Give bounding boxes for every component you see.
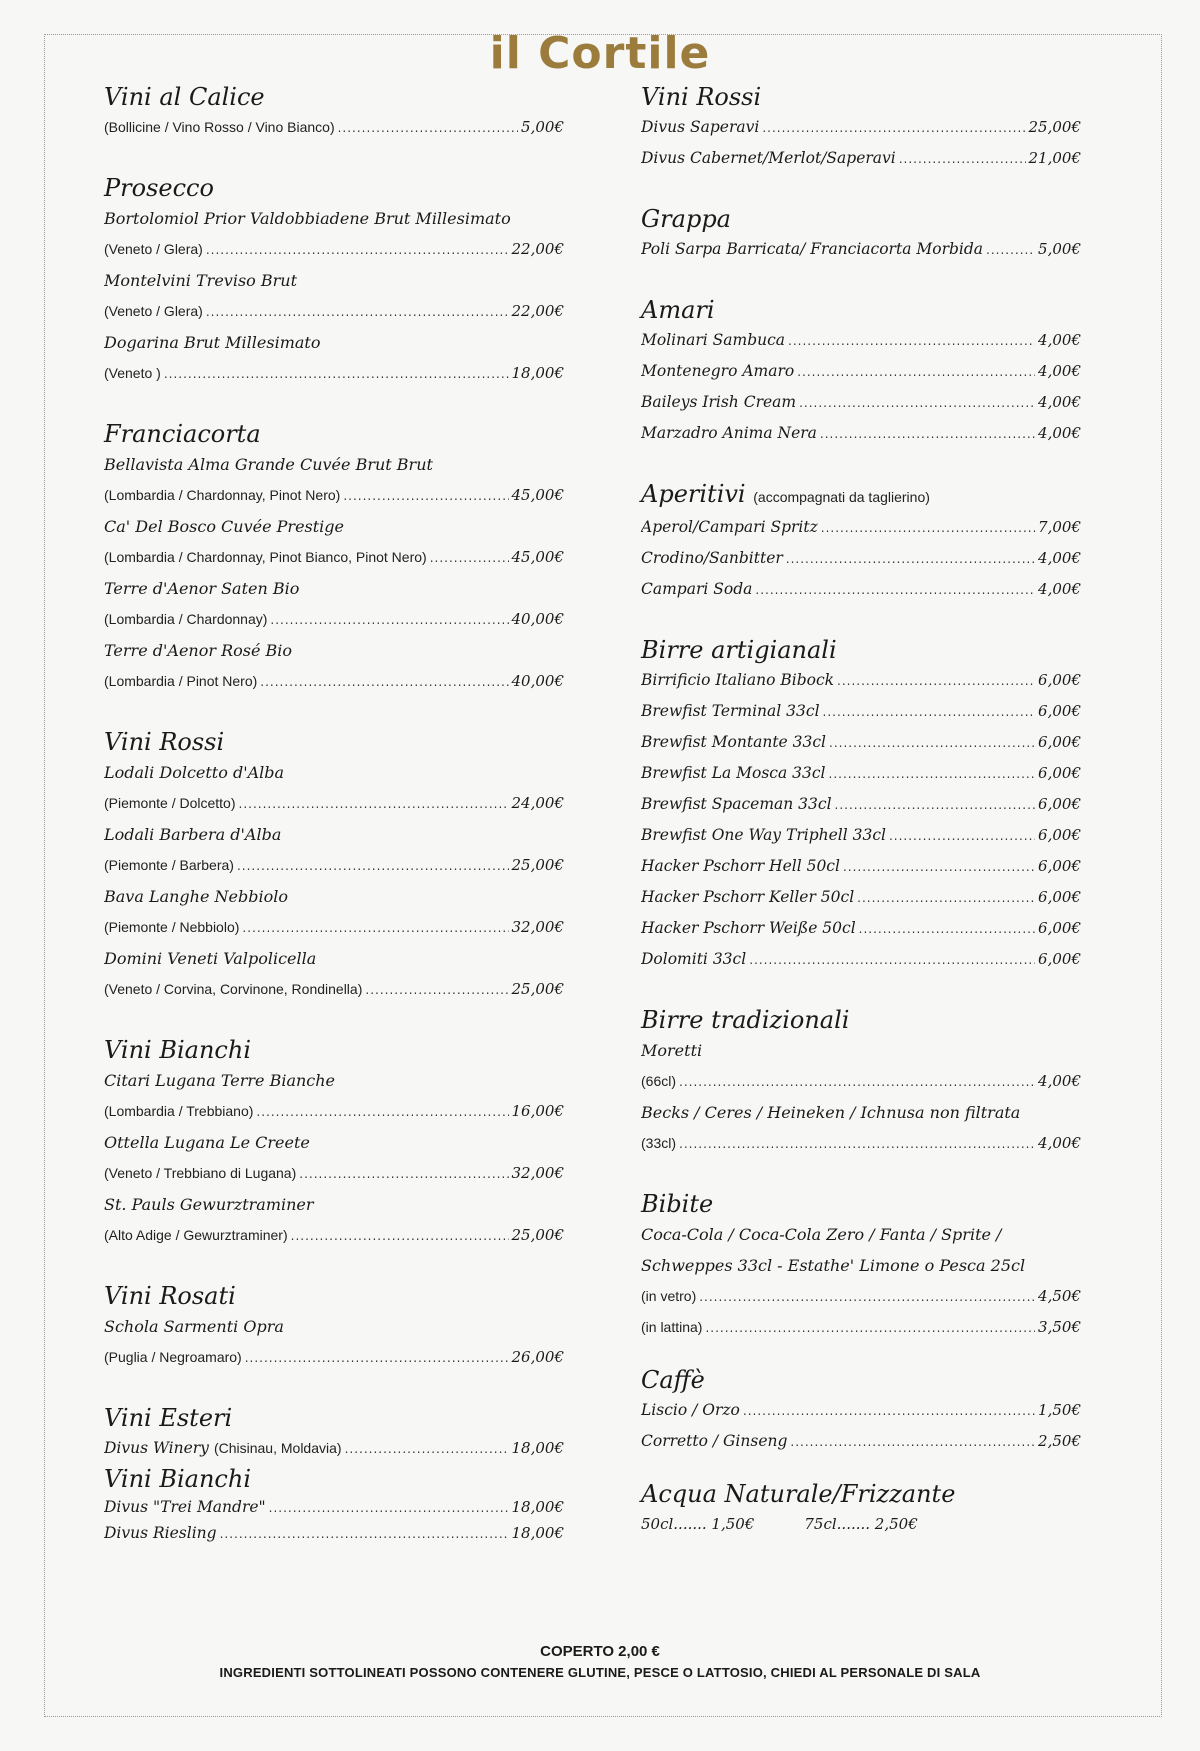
item-name: Divus Cabernet/Merlot/Saperavi: [641, 149, 896, 167]
leader-dots: [343, 481, 508, 511]
menu-row: [641, 574, 1081, 605]
item-price: 18,00€: [511, 364, 564, 382]
menu-row: [104, 788, 564, 819]
wine-origin: (Veneto / Glera): [104, 241, 203, 257]
item-price: 6,00€: [1038, 826, 1081, 844]
leader-dots: [679, 1067, 1035, 1097]
subsection-title: Vini Bianchi: [104, 1465, 251, 1493]
leader-dots: [270, 605, 508, 635]
section-birre-artigianali: [641, 635, 1081, 975]
leader-dots: [206, 235, 509, 265]
leader-dots: [755, 575, 1035, 605]
item-price: 5,00€: [521, 118, 564, 136]
section-title: Vini Rossi: [104, 728, 225, 756]
leader-dots: [242, 913, 508, 943]
menu-row: [104, 296, 564, 327]
section-birre-tradizionali: [641, 1005, 1081, 1159]
section-title: Vini Rossi: [641, 83, 762, 111]
section-title: Grappa: [641, 205, 731, 233]
leader-dots: [206, 297, 509, 327]
section-title: Acqua Naturale/Frizzante: [641, 1480, 956, 1508]
leader-dots: [269, 1495, 509, 1520]
item-name: Aperol/Campari Spritz: [641, 518, 818, 536]
wine-origin: (Puglia / Negroamaro): [104, 1349, 242, 1365]
menu-row: [641, 665, 1081, 696]
section-title: Franciacorta: [104, 420, 261, 448]
leader-dots: [986, 235, 1035, 265]
allergen-note: INGREDIENTI SOTTOLINEATI POSSONO CONTENERE GLUTINE, PESCE O LATTOSIO, CHIEDI AL PERSONALE DI SALA: [219, 1665, 981, 1680]
section-vini-al-calice: [104, 82, 564, 143]
leader-dots: [260, 667, 508, 697]
leader-dots: [762, 113, 1025, 143]
item-price: 25,00€: [1028, 118, 1081, 136]
item-price: 7,00€: [1038, 518, 1081, 536]
item-price: 24,00€: [511, 794, 564, 812]
menu-row: [641, 112, 1081, 143]
section-title: Vini Esteri: [104, 1404, 233, 1432]
item-price: 26,00€: [511, 1348, 564, 1366]
item-price: 32,00€: [511, 1164, 564, 1182]
drinks-list-line: Schweppes 33cl - Estathe' Limone o Pesca 25cl: [641, 1256, 1026, 1275]
item-name: Becks / Ceres / Heineken / Ichnusa non filtrata: [641, 1103, 1021, 1122]
item-price: 22,00€: [511, 302, 564, 320]
leader-dots: [835, 790, 1036, 820]
menu-row: [641, 543, 1081, 574]
wine-origin: (Alto Adige / Gewurztraminer): [104, 1227, 288, 1243]
leader-dots: [699, 1282, 1035, 1312]
wine-origin: (Lombardia / Chardonnay): [104, 611, 268, 627]
menu-row: [641, 418, 1081, 449]
menu-row: [641, 512, 1081, 543]
wine-origin: (Piemonte / Nebbiolo): [104, 919, 240, 935]
menu-row: [641, 325, 1081, 356]
wine-origin: (Lombardia / Pinot Nero): [104, 673, 258, 689]
section-title: Amari: [641, 296, 715, 324]
menu-row: [104, 1158, 564, 1189]
wine-origin: (Piemonte / Barbera): [104, 857, 234, 873]
menu-row: [104, 1520, 564, 1546]
wine-name: Ottella Lugana Le Creete: [104, 1133, 310, 1152]
item-name: Hacker Pschorr Hell 50cl: [641, 857, 840, 875]
item-price: 5,00€: [1038, 240, 1081, 258]
item-name: Baileys Irish Cream: [641, 393, 797, 411]
item-price: 25,00€: [511, 980, 564, 998]
item-price: 21,00€: [1028, 149, 1081, 167]
item-price: 40,00€: [511, 672, 564, 690]
section-title: Prosecco: [104, 174, 214, 202]
item-name: Montenegro Amaro: [641, 362, 795, 380]
section-grappa: [641, 204, 1081, 265]
section-acqua: [641, 1479, 1081, 1540]
wine-origin: (Veneto ): [104, 365, 161, 381]
wine-name: Divus Riesling: [104, 1524, 217, 1542]
item-price: 6,00€: [1038, 919, 1081, 937]
section-title-text: Aperitivi: [641, 480, 746, 508]
item-price: 3,50€: [1038, 1318, 1081, 1336]
wine-name: Lodali Barbera d'Alba: [104, 825, 282, 844]
section-vini-bianchi: [104, 1035, 564, 1251]
leader-dots: [820, 419, 1035, 449]
wine-origin: (Lombardia / Trebbiano): [104, 1103, 254, 1119]
item-name: Birrificio Italiano Bibock: [641, 671, 835, 689]
item-price: 25,00€: [511, 1226, 564, 1244]
leader-dots: [788, 326, 1035, 356]
leader-dots: [799, 388, 1035, 418]
item-price: 4,00€: [1038, 580, 1081, 598]
menu-row: [641, 1395, 1081, 1426]
section-title: Caffè: [641, 1366, 705, 1394]
wine-name: Montelvini Treviso Brut: [104, 271, 298, 290]
item-price: 25,00€: [511, 856, 564, 874]
section-caffe: [641, 1365, 1081, 1457]
wine-name: Divus Winery: [104, 1439, 209, 1457]
leader-dots: [239, 789, 509, 819]
section-title: [641, 479, 1081, 512]
item-price: 6,00€: [1038, 888, 1081, 906]
menu-row: [641, 758, 1081, 789]
item-name: Campari Soda: [641, 580, 753, 598]
item-name: Marzadro Anima Nera: [641, 424, 817, 442]
wine-name: Domini Veneti Valpolicella: [104, 949, 317, 968]
wine-name: Terre d'Aenor Saten Bio: [104, 579, 300, 598]
menu-row: [104, 1220, 564, 1251]
item-description: (Bollicine / Vino Rosso / Vino Bianco): [104, 119, 335, 135]
menu-row: [104, 912, 564, 943]
leader-dots: [679, 1129, 1035, 1159]
item-price: 4,00€: [1038, 1072, 1081, 1090]
section-vini-esteri: [104, 1403, 564, 1546]
leader-dots: [245, 1343, 509, 1373]
item-name: Corretto / Ginseng: [641, 1432, 788, 1450]
menu-row: [641, 356, 1081, 387]
wine-name: Bellavista Alma Grande Cuvée Brut Brut: [104, 455, 433, 474]
wine-name: Bortolomiol Prior Valdobbiadene Brut Millesimato: [104, 209, 511, 228]
item-name: Hacker Pschorr Weiße 50cl: [641, 919, 856, 937]
item-price: 6,00€: [1038, 733, 1081, 751]
menu-row: [641, 727, 1081, 758]
menu-row: [104, 1342, 564, 1373]
item-name: Moretti: [641, 1041, 703, 1060]
item-price: 6,00€: [1038, 950, 1081, 968]
menu-row: [641, 789, 1081, 820]
menu-row: [641, 1066, 1081, 1097]
section-vini-rosati: [104, 1281, 564, 1373]
menu-row: [641, 387, 1081, 418]
menu-row: [104, 234, 564, 265]
wine-name: Bava Langhe Nebbiolo: [104, 887, 288, 906]
wine-name: Schola Sarmenti Opra: [104, 1317, 284, 1336]
leader-dots: [889, 821, 1035, 851]
wine-name: Citari Lugana Terre Bianche: [104, 1071, 336, 1090]
leader-dots: [345, 1434, 509, 1464]
menu-row: [641, 882, 1081, 913]
right-column: [641, 82, 1081, 1540]
item-price: 18,00€: [511, 1439, 564, 1457]
section-title: Birre tradizionali: [641, 1006, 850, 1034]
leader-dots: [291, 1221, 509, 1251]
leader-dots: [859, 914, 1035, 944]
leader-dots: [705, 1313, 1035, 1343]
section-vini-rossi: [104, 727, 564, 1005]
drinks-list-line: Coca-Cola / Coca-Cola Zero / Fanta / Sprite /: [641, 1225, 1002, 1244]
item-price: 18,00€: [511, 1498, 564, 1516]
item-price: 6,00€: [1038, 671, 1081, 689]
leader-dots: [821, 513, 1035, 543]
section-bibite: [641, 1189, 1081, 1343]
water-options: [641, 1509, 1081, 1540]
wine-name: Terre d'Aenor Rosé Bio: [104, 641, 293, 660]
cover-charge: COPERTO 2,00 €: [540, 1643, 660, 1660]
leader-dots: [829, 728, 1035, 758]
item-price: 40,00€: [511, 610, 564, 628]
leader-dots: [837, 666, 1035, 696]
item-price: 1,50€: [1038, 1401, 1081, 1419]
item-name: Brewfist Spaceman 33cl: [641, 795, 832, 813]
item-price: 6,00€: [1038, 702, 1081, 720]
item-price: 45,00€: [511, 486, 564, 504]
section-title: Vini Bianchi: [104, 1036, 251, 1064]
item-price: 6,00€: [1038, 795, 1081, 813]
wine-name: Lodali Dolcetto d'Alba: [104, 763, 285, 782]
menu-row: [641, 944, 1081, 975]
wine-origin: (Veneto / Trebbiano di Lugana): [104, 1165, 297, 1181]
water-option-75cl: 75cl....... 2,50€: [804, 1515, 918, 1533]
menu-row: [104, 542, 564, 573]
item-name: Brewfist La Mosca 33cl: [641, 764, 826, 782]
menu-row: [104, 604, 564, 635]
item-name: Molinari Sambuca: [641, 331, 786, 349]
item-price: 6,00€: [1038, 857, 1081, 875]
leader-dots: [365, 975, 508, 1005]
section-aperitivi: [641, 479, 1081, 605]
leader-dots: [220, 1521, 509, 1546]
item-name: Divus Saperavi: [641, 118, 760, 136]
item-price: 2,50€: [1038, 1432, 1081, 1450]
item-format: (in lattina): [641, 1319, 703, 1335]
item-price: 6,00€: [1038, 764, 1081, 782]
menu-row: [641, 1128, 1081, 1159]
menu-row: [104, 358, 564, 389]
wine-origin: (Piemonte / Dolcetto): [104, 795, 236, 811]
item-price: 16,00€: [511, 1102, 564, 1120]
item-name: Brewfist Montante 33cl: [641, 733, 827, 751]
item-price: 4,00€: [1038, 549, 1081, 567]
wine-origin: (Veneto / Corvina, Corvinone, Rondinella): [104, 981, 363, 997]
item-price: 4,50€: [1038, 1287, 1081, 1305]
item-name: Hacker Pschorr Keller 50cl: [641, 888, 855, 906]
restaurant-title: il Cortile: [489, 28, 711, 79]
section-vini-rossi-esteri: [641, 82, 1081, 174]
item-name: Poli Sarpa Barricata/ Franciacorta Morbida: [641, 240, 984, 258]
menu-row: [641, 696, 1081, 727]
menu-row: [104, 666, 564, 697]
leader-dots: [430, 543, 509, 573]
leader-dots: [743, 1396, 1035, 1426]
item-size: (33cl): [641, 1135, 677, 1151]
item-name: Brewfist Terminal 33cl: [641, 702, 820, 720]
item-price: 32,00€: [511, 918, 564, 936]
section-title: Vini Rosati: [104, 1282, 236, 1310]
menu-row: [641, 234, 1081, 265]
menu-row: [641, 851, 1081, 882]
menu-row: [104, 480, 564, 511]
leader-dots: [749, 945, 1035, 975]
leader-dots: [857, 883, 1035, 913]
leader-dots: [786, 544, 1035, 574]
section-prosecco: [104, 173, 564, 389]
menu-row: [641, 913, 1081, 944]
menu-row: [641, 1312, 1081, 1343]
item-name: Brewfist One Way Triphell 33cl: [641, 826, 886, 844]
item-price: 18,00€: [511, 1524, 564, 1542]
wine-origin: (Lombardia / Chardonnay, Pinot Bianco, Pinot Nero): [104, 549, 427, 565]
section-title: Birre artigianali: [641, 636, 837, 664]
menu-row: [104, 112, 564, 143]
item-name: Liscio / Orzo: [641, 1401, 740, 1419]
menu-row: [104, 1096, 564, 1127]
wine-name: Divus "Trei Mandre": [104, 1498, 266, 1516]
menu-row: [104, 1494, 564, 1520]
section-amari: [641, 295, 1081, 449]
leader-dots: [829, 759, 1036, 789]
item-price: 22,00€: [511, 240, 564, 258]
section-note: (accompagnati da taglierino): [753, 489, 930, 505]
item-price: 4,00€: [1038, 424, 1081, 442]
menu-row: [104, 1433, 564, 1464]
item-price: 4,00€: [1038, 1134, 1081, 1152]
item-name: Crodino/Sanbitter: [641, 549, 783, 567]
wine-origin: (Chisinau, Moldavia): [213, 1440, 342, 1456]
item-format: (in vetro): [641, 1288, 697, 1304]
leader-dots: [790, 1427, 1035, 1457]
leader-dots: [237, 851, 509, 881]
menu-row: [104, 974, 564, 1005]
left-column: [104, 82, 564, 1546]
section-title: Bibite: [641, 1190, 714, 1218]
leader-dots: [823, 697, 1036, 727]
item-price: 4,00€: [1038, 362, 1081, 380]
leader-dots: [299, 1159, 508, 1189]
leader-dots: [797, 357, 1035, 387]
wine-name: Dogarina Brut Millesimato: [104, 333, 321, 352]
leader-dots: [899, 144, 1026, 174]
leader-dots: [338, 113, 518, 143]
wine-origin: (Veneto / Glera): [104, 303, 203, 319]
leader-dots: [256, 1097, 508, 1127]
section-title: Vini al Calice: [104, 83, 265, 111]
menu-row: [641, 820, 1081, 851]
item-price: 45,00€: [511, 548, 564, 566]
wine-name: Ca' Del Bosco Cuvée Prestige: [104, 517, 345, 536]
menu-row: [641, 143, 1081, 174]
section-franciacorta: [104, 419, 564, 697]
item-size: (66cl): [641, 1073, 677, 1089]
menu-row: [641, 1426, 1081, 1457]
leader-dots: [164, 359, 509, 389]
item-price: 4,00€: [1038, 393, 1081, 411]
leader-dots: [843, 852, 1035, 882]
item-name: Dolomiti 33cl: [641, 950, 747, 968]
wine-origin: (Lombardia / Chardonnay, Pinot Nero): [104, 487, 341, 503]
menu-row: [104, 850, 564, 881]
wine-name: St. Pauls Gewurztraminer: [104, 1195, 314, 1214]
item-price: 4,00€: [1038, 331, 1081, 349]
water-option-50cl: 50cl....... 1,50€: [641, 1515, 755, 1533]
menu-row: [641, 1281, 1081, 1312]
